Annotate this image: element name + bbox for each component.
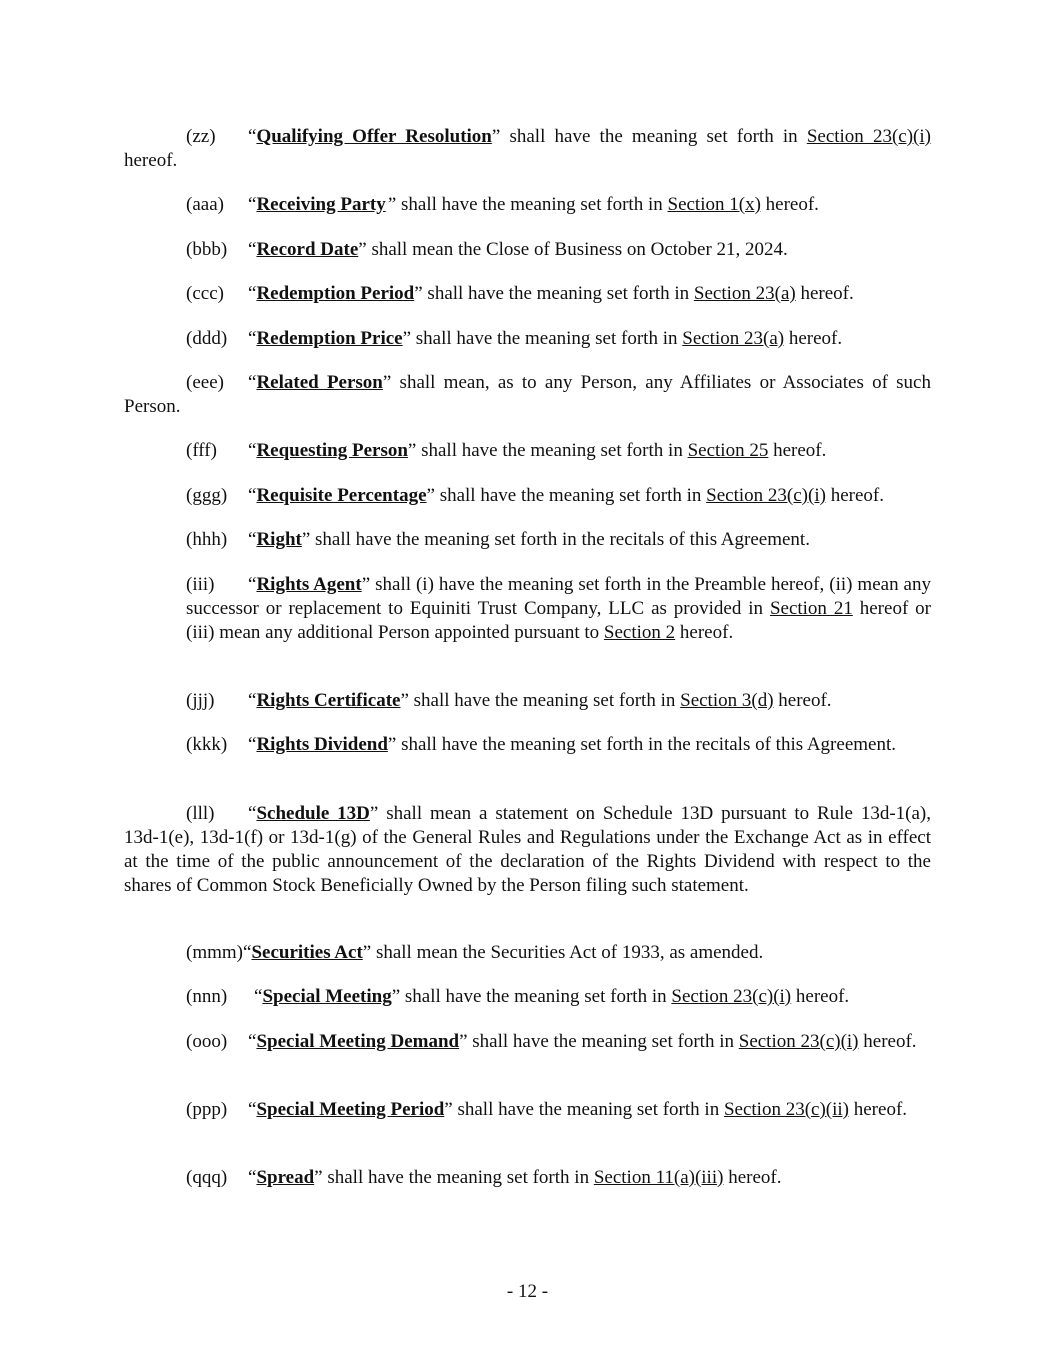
definition-paragraph: (jjj) “Rights Certificate” shall have the meaning set forth in Section 3(d) hereof. (186, 690, 832, 711)
definition-paragraph: (nnn) “Special Meeting” shall have the meaning set forth in Section 23(c)(i) hereof. (186, 986, 850, 1007)
definition-paragraph: (fff) “Requesting Person” shall have the meaning set forth in Section 25 hereof. (186, 440, 827, 461)
section-reference[interactable]: Section 23(c)(i) (806, 126, 931, 147)
section-reference[interactable]: Section 23(c)(ii) (723, 1099, 849, 1120)
definition-paragraph: (kkk) “Rights Dividend” shall have the meaning set forth in the recitals of this Agreement. (186, 734, 896, 755)
defined-term: Requesting Person (256, 440, 408, 461)
defined-term: Schedule 13D (256, 803, 370, 824)
defined-term: Receiving Party (256, 194, 386, 215)
defined-term: Rights Certificate (256, 690, 401, 711)
definition-label: (ddd) (186, 328, 228, 349)
definition-label: (fff) (186, 440, 217, 461)
section-reference[interactable]: Section 23(c)(i) (706, 485, 826, 506)
definition-label: (iii) (186, 574, 215, 595)
section-reference[interactable]: Section 25 (687, 440, 769, 461)
definition-paragraph: (ppp) “Special Meeting Period” shall have the meaning set forth in Section 23(c)(ii) hereof. (186, 1099, 908, 1120)
section-reference[interactable]: Section 11(a)(iii) (593, 1167, 724, 1188)
definition-label: (zz) (186, 126, 216, 147)
section-reference[interactable]: Section 21 (769, 598, 853, 619)
definition-label: (aaa) (186, 194, 224, 215)
definition-label: (kkk) (186, 734, 228, 755)
definition-paragraph: (mmm)“Securities Act” shall mean the Securities Act of 1933, as amended. (186, 942, 764, 963)
defined-term: Rights Dividend (256, 734, 388, 755)
defined-term: Special Meeting Period (256, 1099, 445, 1120)
defined-term: Redemption Price (256, 328, 403, 349)
defined-term: Securities Act (251, 942, 363, 963)
section-reference[interactable]: Section 23(a) (693, 283, 796, 304)
definition-label: (jjj) (186, 690, 215, 711)
definition-label: (ppp) (186, 1099, 228, 1120)
definition-label: (bbb) (186, 239, 228, 260)
defined-term: Record Date (256, 239, 359, 260)
definition-label: (ggg) (186, 485, 228, 506)
definition-label: (ccc) (186, 283, 224, 304)
definition-paragraph: (qqq) “Spread” shall have the meaning set forth in Section 11(a)(iii) hereof. (186, 1167, 782, 1188)
section-reference[interactable]: Section 23(c)(i) (671, 986, 792, 1007)
definition-label: (qqq) (186, 1167, 228, 1188)
section-reference[interactable]: Section 23(c)(i) (738, 1031, 859, 1052)
defined-term: Related Person (256, 372, 383, 393)
definition-paragraph: (zz) “Qualifying Offer Resolution” shall have the meaning set forth in Section 23(c)(i) hereof. (124, 126, 931, 171)
section-reference[interactable]: Section 2 (603, 622, 676, 643)
definition-paragraph: (ggg) “Requisite Percentage” shall have the meaning set forth in Section 23(c)(i) hereof. (186, 485, 884, 506)
definition-label: (nnn) (186, 986, 228, 1007)
definition-label: (mmm) (186, 942, 243, 963)
definition-label: (eee) (186, 372, 224, 393)
defined-term: Rights Agent (256, 574, 362, 595)
section-reference[interactable]: Section 1(x) (667, 194, 761, 215)
definition-paragraph: (ooo) “Special Meeting Demand” shall have the meaning set forth in Section 23(c)(i) hereof. (186, 1031, 917, 1052)
definition-paragraph: (hhh) “Right” shall have the meaning set forth in the recitals of this Agreement. (186, 529, 810, 550)
section-reference[interactable]: Section 3(d) (680, 690, 774, 711)
definition-paragraph: (lll) “Schedule 13D” shall mean a statement on Schedule 13D pursuant to Rule 13d-1(a), 13d-1(e), 13d-1(f) or 13d-1(g) of the General Rules and Regulations under the Exchange Act as in effect at the time of the public announcement of the declaration of the Rights Dividend with respect to the shares of Common Stock Beneficially Owned by the Person filing such statement. (124, 803, 931, 896)
definition-paragraph: (aaa) “Receiving Party” shall have the meaning set forth in Section 1(x) hereof. (186, 194, 819, 215)
definition-paragraph: (ddd) “Redemption Price” shall have the meaning set forth in Section 23(a) hereof. (186, 328, 843, 349)
section-reference[interactable]: Section 23(a) (682, 328, 785, 349)
defined-term: Qualifying Offer Resolution (256, 126, 492, 147)
definition-paragraph: (bbb) “Record Date” shall mean the Close of Business on October 21, 2024. (186, 239, 788, 260)
defined-term: Requisite Percentage (256, 485, 427, 506)
definition-label: (hhh) (186, 529, 228, 550)
definition-label: (ooo) (186, 1031, 228, 1052)
defined-term: Right (256, 529, 302, 550)
defined-term: Redemption Period (256, 283, 415, 304)
defined-term: Spread (256, 1167, 315, 1188)
page-number: - 12 - (506, 1281, 549, 1302)
definition-paragraph: (ccc) “Redemption Period” shall have the meaning set forth in Section 23(a) hereof. (186, 283, 854, 304)
definition-paragraph: (eee) “Related Person” shall mean, as to any Person, any Affiliates or Associates of such Person. (124, 372, 931, 417)
definition-label: (lll) (186, 803, 215, 824)
defined-term: Special Meeting (262, 986, 392, 1007)
defined-term: Special Meeting Demand (256, 1031, 460, 1052)
definition-paragraph: (iii) “Rights Agent” shall (i) have the meaning set forth in the Preamble hereof, (ii) mean any successor or replacement to Equiniti Trust Company, LLC as provided in Section 21 hereof or (iii) mean any additional Person appointed pursuant to Section 2 hereof. (186, 574, 931, 643)
